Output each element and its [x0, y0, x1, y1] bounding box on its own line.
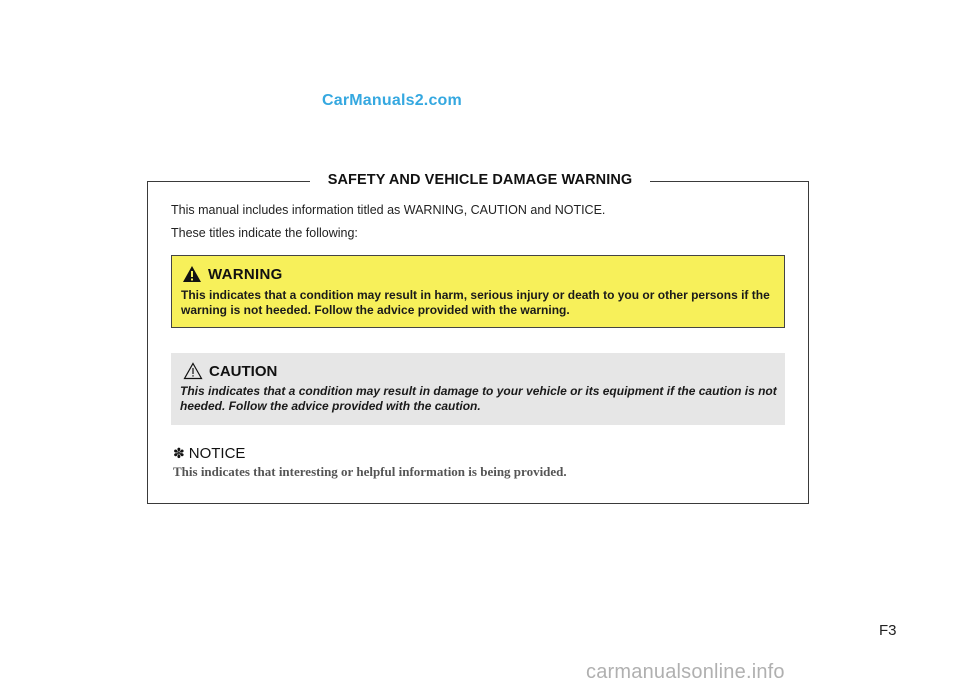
notice-header	[173, 445, 245, 462]
section-title: SAFETY AND VEHICLE DAMAGE WARNING	[310, 170, 650, 190]
intro-line-2: These titles indicate the following:	[171, 226, 358, 240]
warning-header	[182, 265, 283, 283]
notice-asterisk-icon: ✽	[173, 445, 185, 461]
intro-line-1: This manual includes information titled as WARNING, CAUTION and NOTICE.	[171, 203, 606, 217]
page-number: F3	[879, 622, 897, 639]
warning-text: This indicates that a condition may result in harm, serious injury or death to you or other persons if the warning is not heeded. Follow the advice provided with the warning.	[181, 288, 770, 317]
intro-block	[171, 203, 605, 249]
notice-text: This indicates that interesting or helpful information is being provided.	[173, 464, 567, 479]
watermark-bottom[interactable]: carmanualsonline.info	[586, 661, 785, 683]
caution-label: CAUTION	[209, 362, 278, 380]
watermark-top[interactable]: CarManuals2.com	[322, 92, 462, 109]
warning-label: WARNING	[208, 265, 283, 283]
caution-box	[171, 353, 785, 425]
warning-triangle-filled-icon	[182, 265, 202, 283]
warning-box	[171, 255, 785, 328]
caution-text: This indicates that a condition may result in damage to your vehicle or its equipment if the caution is not heeded. Follow the advice provided with the caution.	[180, 384, 777, 413]
caution-triangle-outline-icon	[183, 362, 203, 380]
caution-header	[183, 362, 277, 380]
notice-label: NOTICE	[188, 445, 246, 462]
